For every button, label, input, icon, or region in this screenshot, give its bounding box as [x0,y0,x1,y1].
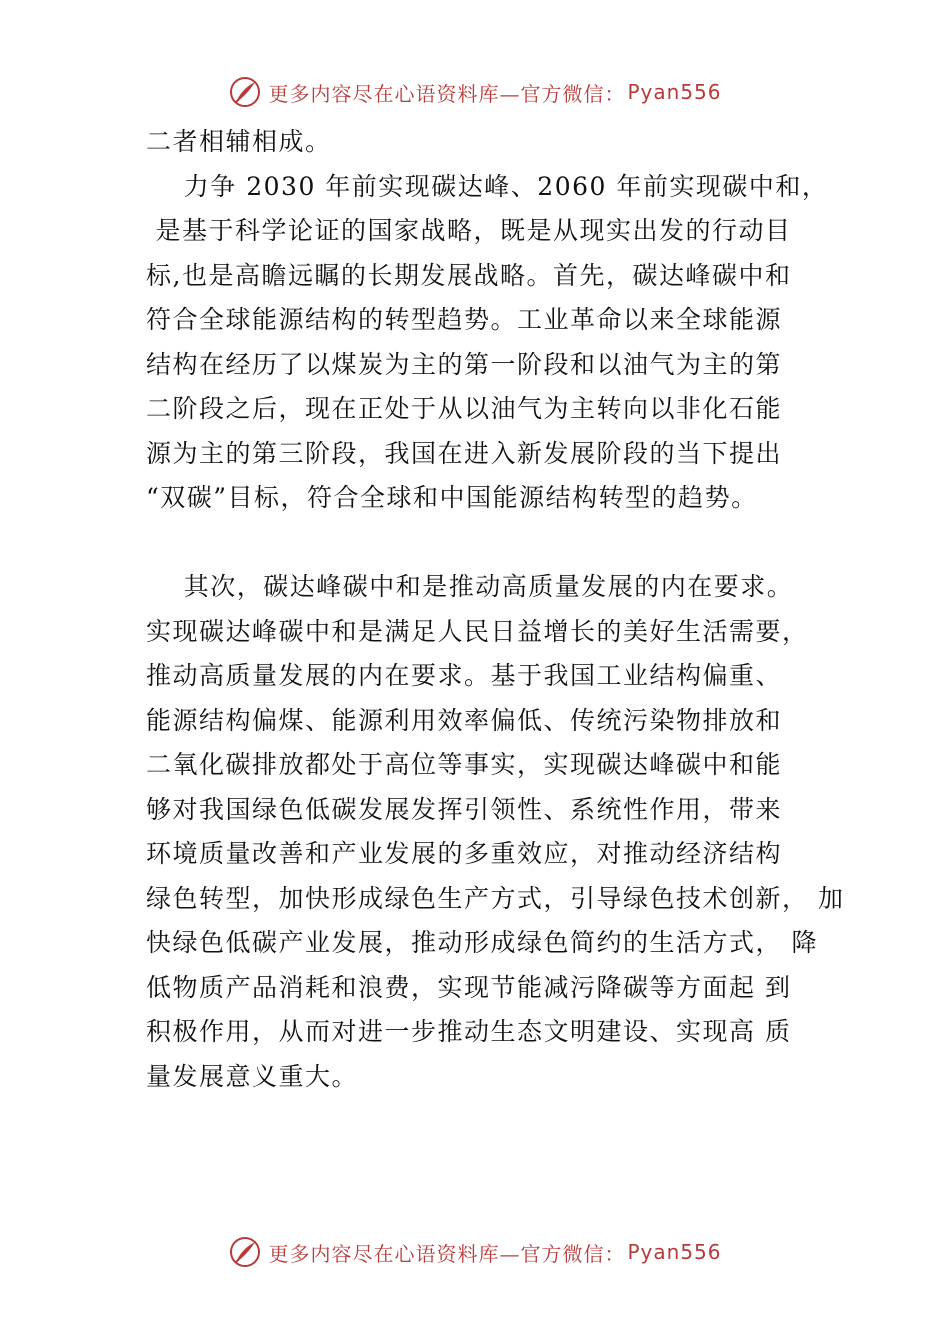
feather-quill-icon [228,1235,262,1269]
text-line: 积极作用，从而对进一步推动生态文明建设、实现高 质 [146,1017,792,1046]
text-line: 够对我国绿色低碳发展发挥引领性、系统性作用，带来 [146,794,783,824]
watermark-text: 更多内容尽在心语资料库—官方微信： [268,1241,626,1266]
text-line: 标,也是高瞻远瞩的长期发展战略。首先，碳达峰碳中和 [146,260,792,290]
text-line: 二氧化碳排放都处于高位等事实，实现碳达峰碳中和能 [146,750,783,779]
text-line: 力争 2030 年前实现碳达峰、2060 年前实现碳中和， [146,171,829,201]
text-line: 实现碳达峰碳中和是满足人民日益增长的美好生活需要， [146,616,809,646]
document-body [146,120,845,1099]
paragraph-gap [146,521,836,566]
text-line: 二阶段之后，现在正处于从以油气为主转向以非化石能 [146,394,783,423]
watermark-text: 更多内容尽在心语资料库—官方微信： [268,81,626,106]
text-line: 是基于科学论证的国家战略，既是从现实出发的行动目 [146,216,792,245]
header-watermark [0,72,950,112]
text-line: 快绿色低碳产业发展，推动形成绿色简约的生活方式， 降 [146,928,818,957]
text-line: 绿色转型，加快形成绿色生产方式，引导绿色技术创新， 加 [146,883,845,913]
text-line: 推动高质量发展的内在要求。基于我国工业结构偏重、 [146,661,783,690]
text-line: “双碳”目标，符合全球和中国能源结构转型的趋势。 [146,483,758,512]
footer-watermark [0,1232,950,1272]
text-line: 其次，碳达峰碳中和是推动高质量发展的内在要求。 [146,572,794,601]
paragraph-3 [146,565,845,1099]
watermark-id: Pyan556 [627,1240,722,1264]
paragraph-1 [146,120,836,165]
watermark-id: Pyan556 [627,80,722,104]
paragraph-2 [146,165,836,521]
text-line: 低物质产品消耗和浪费，实现节能减污降碳等方面起 到 [146,972,792,1002]
text-line: 符合全球能源结构的转型趋势。工业革命以来全球能源 [146,305,783,334]
text-line: 环境质量改善和产业发展的多重效应，对推动经济结构 [146,839,783,868]
text-line: 结构在经历了以煤炭为主的第一阶段和以油气为主的第 [146,349,783,379]
text-line: 源为主的第三阶段，我国在进入新发展阶段的当下提出 [146,438,783,468]
text-line: 能源结构偏煤、能源利用效率偏低、传统污染物排放和 [146,705,783,735]
text-line: 二者相辅相成。 [146,127,332,156]
text-line: 量发展意义重大。 [146,1061,359,1091]
feather-quill-icon [228,75,262,109]
